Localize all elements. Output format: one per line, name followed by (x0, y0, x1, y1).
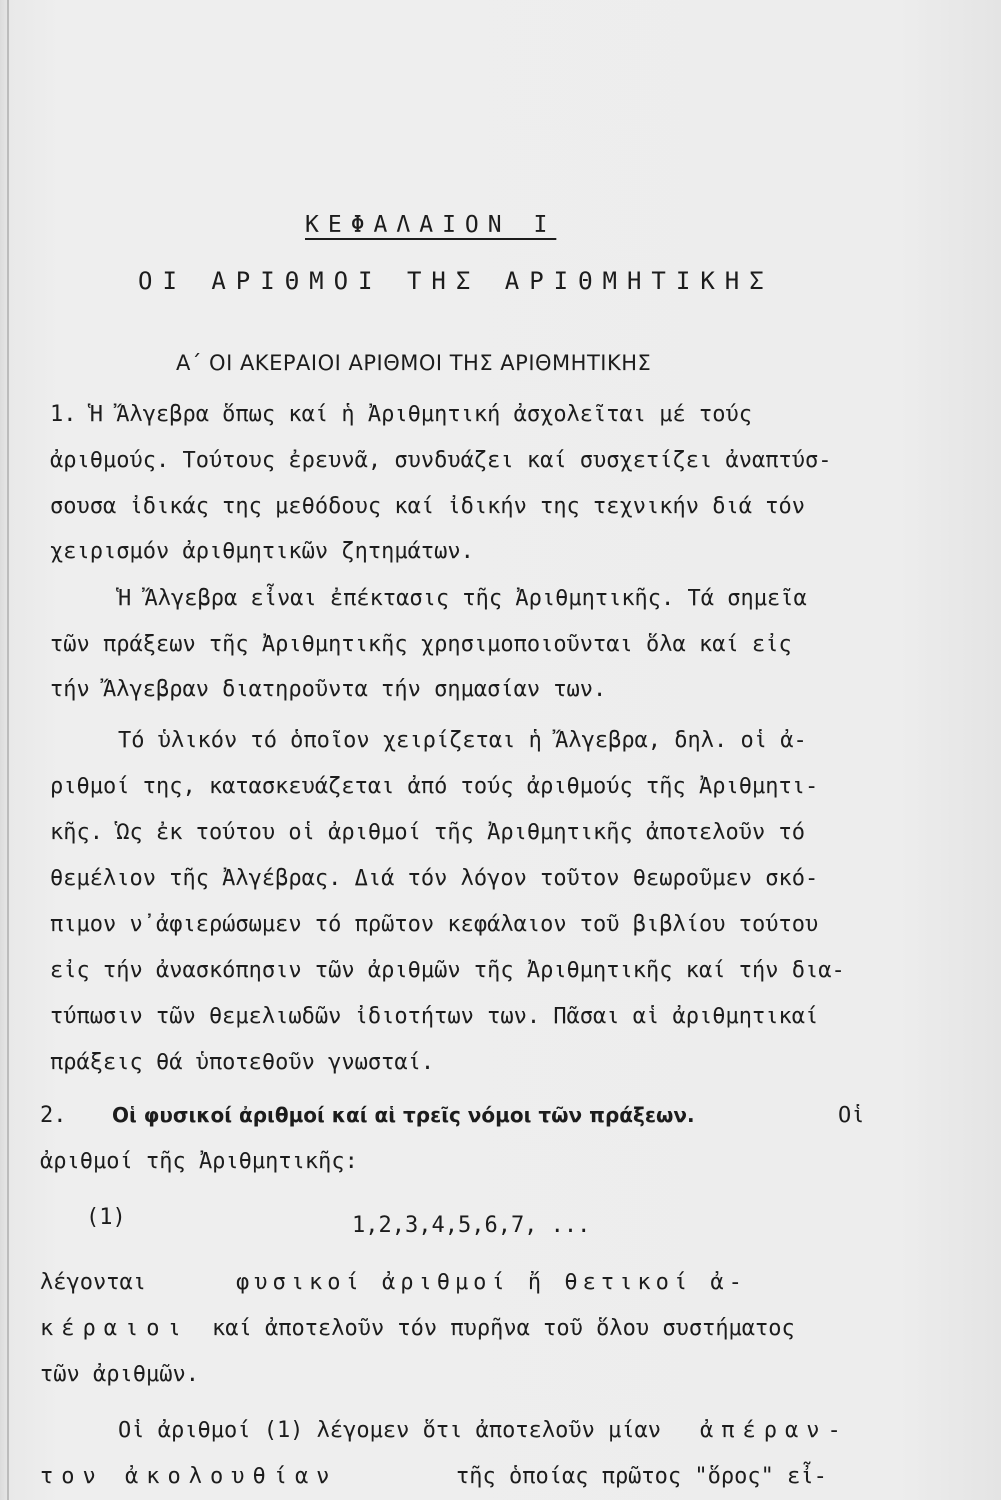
paragraph-6-line-1b: ἀπέραν- (700, 1418, 849, 1443)
paragraph-5-line-2a: κέραιοι (40, 1316, 189, 1341)
paragraph-2-line-1: Ἡ Ἄλγεβρα εἶναι ἐπέκτασις τῆς Ἀριθμητικῆς. Τά σημεῖα (118, 586, 807, 611)
chapter-heading: ΚΕΦΑΛΑΙΟΝ Ι (305, 212, 557, 238)
paragraph-1-line-2: ἀριθμούς. Τούτους ἐρευνᾶ, συνδυάζει καί συσχετίζει ἀναπτύσ- (50, 448, 832, 473)
main-title: ΟΙ ΑΡΙΘΜΟΙ ΤΗΣ ΑΡΙΘΜΗΤΙΚΗΣ (138, 267, 774, 295)
paragraph-3-line-5: πιμον ν᾽ἀφιερώσωμεν τό πρῶτον κεφάλαιον τοῦ βιβλίου τούτου (50, 912, 819, 937)
paragraph-2-line-2: τῶν πράξεων τῆς Ἀριθμητικῆς χρησιμοποιοῦνται ὅλα καί εἰς (50, 632, 792, 657)
paragraph-3-line-8: πράξεις θά ὑποτεθοῦν γνωσταί. (50, 1050, 435, 1075)
paragraph-6-line-1a: Οἱ ἀριθμοί (1) λέγομεν ὅτι ἀποτελοῦν μίαν (118, 1418, 662, 1443)
section-2-heading-tail: Οἱ (838, 1103, 865, 1128)
equation-label: (1) (86, 1205, 126, 1230)
paragraph-3-line-1: Τό ὑλικόν τό ὁποῖον χειρίζεται ἡ Ἄλγεβρα, δηλ. οἱ ἀ- (118, 728, 807, 753)
section-title: Α΄ ΟΙ ΑΚΕΡΑΙΟΙ ΑΡΙΘΜΟΙ ΤΗΣ ΑΡΙΘΜΗΤΙΚΗΣ (176, 351, 652, 375)
paragraph-3-line-7: τύπωσιν τῶν θεμελιωδῶν ἰδιοτήτων των. Πᾶσαι αἱ ἀριθμητικαί (50, 1004, 819, 1029)
paragraph-5-line-1a: λέγονται (40, 1270, 146, 1295)
section-2-heading: Οἱ φυσικοί ἀριθμοί καί αἱ τρεῖς νόμοι τῶν πράξεων. (112, 1103, 695, 1127)
paragraph-3-line-2: ριθμοί της, κατασκευάζεται ἀπό τούς ἀριθμούς τῆς Ἀριθμητι- (50, 774, 819, 799)
paragraph-3-line-4: θεμέλιον τῆς Ἀλγέβρας. Διά τόν λόγον τοῦτον θεωροῦμεν σκό- (50, 866, 819, 891)
paragraph-3-line-6: εἰς τήν ἀνασκόπησιν τῶν ἀριθμῶν τῆς Ἀριθμητικῆς καί τήν δια- (50, 958, 845, 983)
page-edge-shadow (7, 0, 9, 1500)
paragraph-5-line-1b: φυσικοί ἀριθμοί ἤ θετικοί ἀ- (236, 1270, 747, 1295)
paragraph-1-line-4: χειρισμόν ἀριθμητικῶν ζητημάτων. (50, 539, 474, 564)
paragraph-6-line-2b: τῆς ὁποίας πρῶτος "ὅρος" εἶ- (456, 1464, 827, 1489)
paragraph-1-line-3: σουσα ἰδικάς της μεθόδους καί ἰδικήν της τεχνικήν διά τόν (50, 494, 805, 519)
paragraph-6-line-2a: τον ἀκολουθίαν (40, 1464, 338, 1489)
equation-content: 1,2,3,4,5,6,7, ... (352, 1213, 591, 1238)
section-2-number: 2. (40, 1103, 67, 1128)
paragraph-5-line-3: τῶν ἀριθμῶν. (40, 1362, 199, 1387)
paragraph-2-line-3: τήν Ἄλγεβραν διατηροῦντα τήν σημασίαν των. (50, 677, 607, 702)
section-2-line-2: ἀριθμοί τῆς Ἀριθμητικῆς: (40, 1149, 358, 1174)
paragraph-5-line-2b: καί ἀποτελοῦν τόν πυρῆνα τοῦ ὅλου συστήματος (212, 1316, 795, 1341)
paragraph-3-line-3: κῆς. Ὡς ἐκ τούτου οἱ ἀριθμοί τῆς Ἀριθμητικῆς ἀποτελοῦν τό (50, 820, 805, 845)
paragraph-1-line-1: 1. Ἡ Ἄλγεβρα ὅπως καί ἡ Ἀριθμητική ἀσχολεῖται μέ τούς (50, 402, 752, 427)
